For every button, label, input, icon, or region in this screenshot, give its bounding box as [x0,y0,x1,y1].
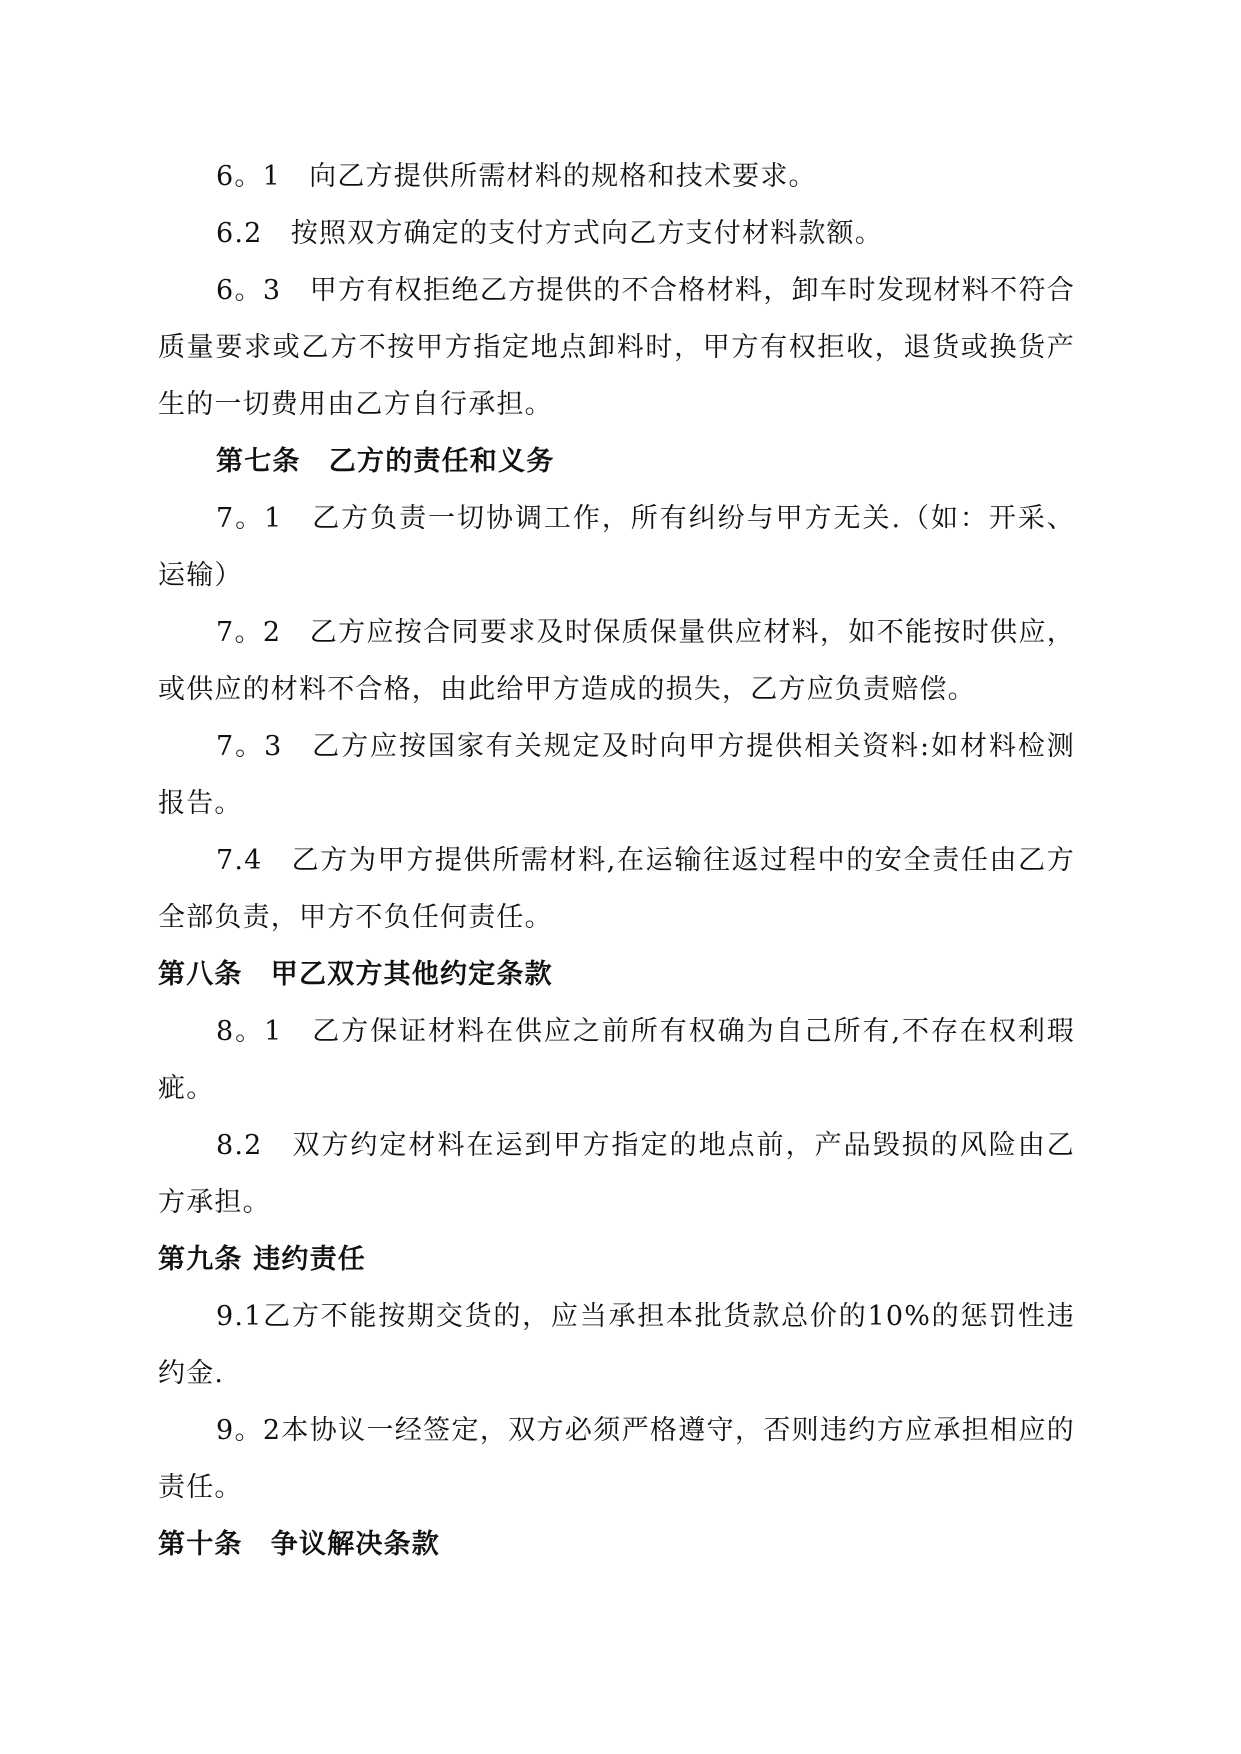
clause-6-3: 6。3 甲方有权拒绝乙方提供的不合格材料，卸车时发现材料不符合质量要求或乙方不按甲方指定地点卸料时，甲方有权拒收，退货或换货产生的一切费用由乙方自行承担。 [158,275,1075,420]
clause-7-3: 7。3 乙方应按国家有关规定及时向甲方提供相关资料:如材料检测报告。 [158,731,1075,819]
clause-7-1: 7。1 乙方负责一切协调工作，所有纠纷与甲方无关.（如：开采、运输） [158,503,1075,591]
clause-9-2: 9。2本协议一经签定，双方必须严格遵守，否则违约方应承担相应的责任。 [158,1415,1075,1503]
article-7-heading: 第七条 乙方的责任和义务 [216,446,555,477]
article-8-heading: 第八条 甲乙双方其他约定条款 [158,959,553,990]
clause-9-1: 9.1乙方不能按期交货的，应当承担本批货款总价的10%的惩罚性违约金. [158,1301,1075,1389]
clause-8-1: 8。1 乙方保证材料在供应之前所有权确为自己所有,不存在权利瑕疵。 [158,1016,1075,1104]
clause-8-2: 8.2 双方约定材料在运到甲方指定的地点前，产品毁损的风险由乙方承担。 [158,1130,1075,1218]
clause-6-2: 6.2 按照双方确定的支付方式向乙方支付材料款额。 [216,218,883,249]
clause-7-4: 7.4 乙方为甲方提供所需材料,在运输往返过程中的安全责任由乙方全部负责，甲方不负任何责任。 [158,845,1075,933]
clause-7-2: 7。2 乙方应按合同要求及时保质保量供应材料，如不能按时供应，或供应的材料不合格，由此给甲方造成的损失，乙方应负责赔偿。 [158,617,1075,705]
clause-6-1: 6。1 向乙方提供所需材料的规格和技术要求。 [216,161,817,192]
article-9-heading: 第九条 违约责任 [158,1244,366,1275]
article-10-heading: 第十条 争议解决条款 [158,1529,440,1560]
